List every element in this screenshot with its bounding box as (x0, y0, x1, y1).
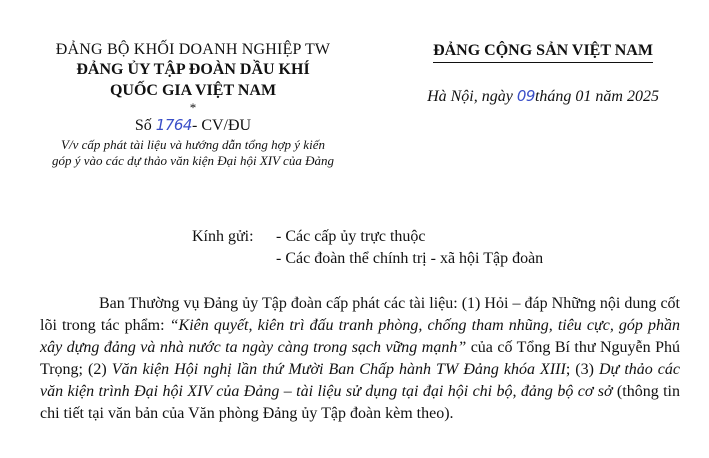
document-number-prefix: Số (134, 117, 156, 134)
sender-block (20, 40, 366, 169)
recipient-row (192, 226, 543, 248)
date-suffix: tháng 01 năm 2025 (534, 88, 659, 105)
document-number-suffix: - CV/ĐU (191, 117, 252, 134)
body-text-segment: (thông tin chi tiết tại văn bản của Văn phòng Đảng ủy Tập đoàn kèm theo). (40, 383, 680, 422)
recipient-item: - Các đoàn thể chính trị - xã hội Tập đoàn (276, 250, 544, 267)
body-text-segment: Ban Thường vụ Đảng ủy Tập đoàn cấp phát các tài liệu: (1) Hỏi – đáp Những nội dung cốt lõi trong tác phẩm: (40, 295, 680, 334)
document-title-3: Dự thảo các văn kiện trình Đại hội XIV của Đảng – tài liệu sử dụng tại đại hội chi bộ, đảng bộ cơ sở (40, 361, 681, 400)
parent-organization: ĐẢNG BỘ KHỐI DOANH NGHIỆP TW (55, 41, 331, 58)
document-number (20, 114, 366, 137)
separator-star: * (189, 100, 197, 115)
national-header-block (398, 40, 688, 108)
quoted-work-title: “Kiên quyết, kiên trì đấu tranh phòng, chống tham nhũng, tiêu cực, góp phần xây dựng đảng và nhà nước ta ngày càng trong sạch vững mạnh” (40, 317, 680, 356)
recipients-label: Kính gửi: (192, 228, 254, 245)
recipients-block (192, 226, 543, 270)
place-date (398, 85, 688, 108)
handwritten-document-number: 1764 (155, 116, 192, 134)
body-text-segment: ; (3) (565, 361, 599, 378)
recipient-item: - Các cấp ủy trực thuộc (276, 228, 426, 245)
subject-line1: V/v cấp phát tài liệu và hướng dẫn tổng hợp ý kiến (61, 137, 325, 152)
body-paragraph (40, 293, 680, 425)
body-text-segment: của cố Tổng Bí thư Nguyễn Phú Trọng; (2) (40, 339, 681, 378)
document-title-2: Văn kiện Hội nghị lần thứ Mười Ban Chấp hành TW Đảng khóa XIII (111, 361, 566, 378)
organization-name-line1: ĐẢNG ỦY TẬP ĐOÀN DẦU KHÍ (76, 61, 310, 78)
party-name: ĐẢNG CỘNG SẢN VIỆT NAM (433, 40, 653, 63)
recipient-row (192, 248, 543, 270)
handwritten-day: 09 (516, 87, 535, 105)
subject-line2: góp ý vào các dự thảo văn kiện Đại hội XIV của Đảng (52, 153, 334, 168)
date-prefix: Hà Nội, ngày (427, 88, 517, 105)
organization-name-line2: QUỐC GIA VIỆT NAM (109, 82, 277, 99)
